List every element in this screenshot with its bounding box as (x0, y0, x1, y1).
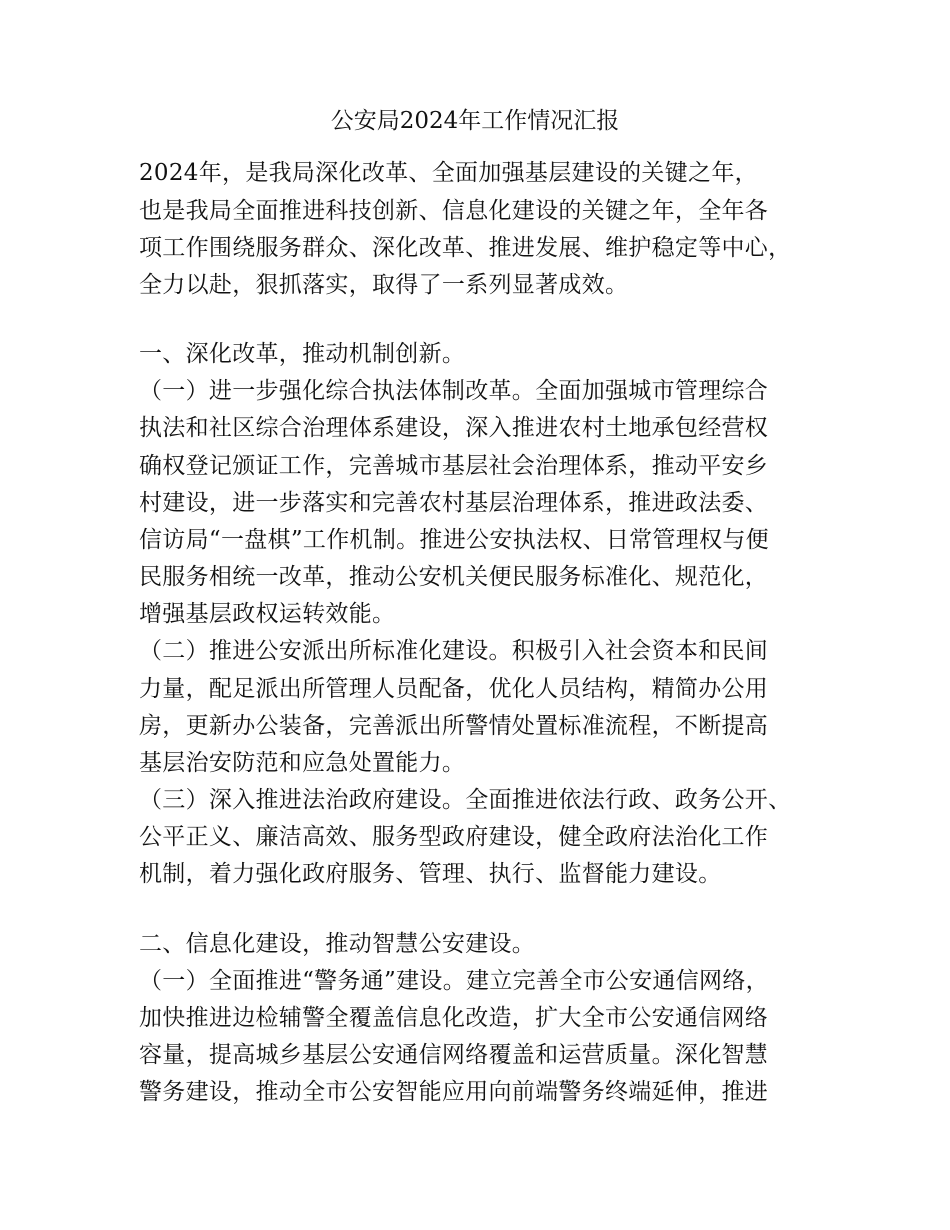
paragraph-line: 容量，提高城乡基层公安通信网络覆盖和运营质量。深化智慧 (139, 1042, 769, 1068)
paragraph-line: （二）推进公安派出所标准化建设。积极引入社会资本和民间 (139, 638, 769, 664)
paragraph-line: 执法和社区综合治理体系建设，深入推进农村土地承包经营权 (139, 415, 769, 441)
paragraph-line: （一）进一步强化综合执法体制改革。全面加强城市管理综合 (139, 378, 769, 404)
paragraph-line: 基层治安防范和应急处置能力。 (139, 750, 466, 776)
paragraph-line: （三）深入推进法治政府建设。全面推进依法行政、政务公开、 (139, 787, 792, 813)
paragraph-line: 机制，着力强化政府服务、管理、执行、监督能力建设。 (139, 861, 722, 887)
paragraph-line: 2024年，是我局深化改革、全面加强基层建设的关键之年， (139, 160, 758, 186)
paragraph-line: 信访局“一盘棋”工作机制。推进公安执法权、日常管理权与便 (139, 527, 769, 553)
paragraph-line: 项工作围绕服务群众、深化改革、推进发展、维护稳定等中心， (139, 235, 792, 261)
paragraph-line: 村建设，进一步落实和完善农村基层治理体系，推进政法委、 (139, 490, 769, 516)
section-heading: 一、深化改革，推动机制创新。 (139, 341, 466, 367)
paragraph-line: （一）全面推进“警务通”建设。建立完善全市公安通信网络， (139, 968, 769, 994)
document-title: 公安局2024年工作情况汇报 (330, 108, 620, 134)
paragraph-line: 力量，配足派出所管理人员配备，优化人员结构，精简办公用 (139, 676, 769, 702)
paragraph-line: 民服务相统一改革，推动公安机关便民服务标准化、规范化， (139, 564, 769, 590)
paragraph-line: 加快推进边检辅警全覆盖信息化改造，扩大全市公安通信网络 (139, 1005, 769, 1031)
paragraph-line: 也是我局全面推进科技创新、信息化建设的关键之年，全年各 (139, 198, 769, 224)
paragraph-line: 公平正义、廉洁高效、服务型政府建设，健全政府法治化工作 (139, 824, 769, 850)
paragraph-line: 确权登记颁证工作，完善城市基层社会治理体系，推动平安乡 (139, 453, 769, 479)
paragraph-line: 房，更新办公装备，完善派出所警情处置标准流程，不断提高 (139, 713, 769, 739)
paragraph-line: 全力以赴，狠抓落实，取得了一系列显著成效。 (139, 272, 629, 298)
paragraph-line: 增强基层政权运转效能。 (139, 601, 396, 627)
section-heading: 二、信息化建设，推动智慧公安建设。 (139, 931, 536, 957)
paragraph-line: 警务建设，推动全市公安智能应用向前端警务终端延伸，推进 (139, 1079, 769, 1105)
